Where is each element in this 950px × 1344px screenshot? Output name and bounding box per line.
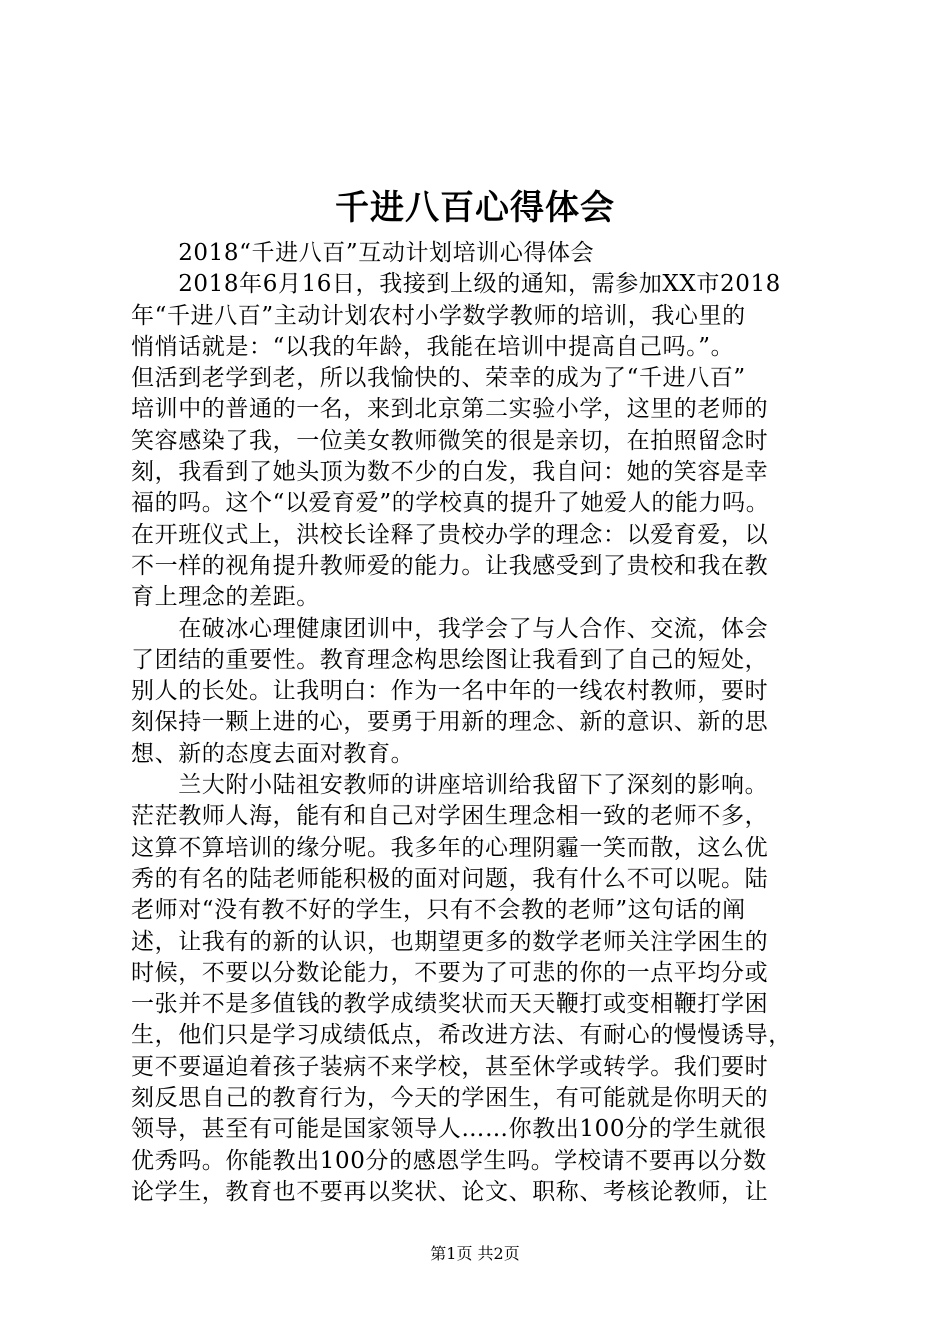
text-line: 在开班仪式上，洪校长诠释了贵校办学的理念：以爱育爱，以: [131, 521, 769, 548]
text-line: 时候，不要以分数论能力，不要为了可悲的你的一点平均分或: [131, 959, 769, 986]
text-line: 领导，甚至有可能是国家领导人……你教出100分的学生就很: [131, 1116, 767, 1143]
text-line: 福的吗。这个“以爱育爱”的学校真的提升了她爱人的能力吗。: [131, 490, 770, 517]
text-line: 这算不算培训的缘分呢。我多年的心理阴霾一笑而散，这么优: [131, 834, 769, 861]
text-line: 2018“千进八百”互动计划培训心得体会: [131, 240, 595, 266]
text-line: 年“千进八百”主动计划农村小学数学教师的培训，我心里的: [131, 302, 746, 329]
text-line: 培训中的普通的一名，来到北京第二实验小学，这里的老师的: [131, 396, 769, 423]
text-line: 茫茫教师人海，能有和自己对学困生理念相一致的老师不多，: [131, 803, 769, 830]
text-line: 兰大附小陆祖安教师的讲座培训给我留下了深刻的影响。: [131, 772, 769, 799]
text-line: 秀的有名的陆老师能积极的面对问题，我有什么不可以呢。陆: [131, 865, 769, 892]
text-line: 但活到老学到老，所以我愉快的、荣幸的成为了“千进八百”: [131, 365, 746, 392]
text-line: 2018年6月16日，我接到上级的通知，需参加XX市2018: [131, 271, 781, 298]
text-line: 一张并不是多值钱的教学成绩奖状而天天鞭打或变相鞭打学困: [131, 991, 769, 1018]
text-line: 优秀吗。你能教出100分的感恩学生吗。学校请不要再以分数: [131, 1147, 767, 1174]
text-line: 老师对“没有教不好的学生，只有不会教的老师”这句话的阐: [131, 897, 746, 924]
text-line: 述，让我有的新的认识，也期望更多的数学老师关注学困生的: [131, 928, 769, 955]
text-line: 论学生，教育也不要再以奖状、论文、职称、考核论教师，让: [131, 1178, 769, 1205]
text-line: 想、新的态度去面对教育。: [131, 740, 415, 767]
text-line: 刻保持一颗上进的心，要勇于用新的理念、新的意识、新的思: [131, 709, 769, 736]
text-line: 别人的长处。让我明白：作为一名中年的一线农村教师，要时: [131, 678, 769, 705]
text-line: 刻反思自己的教育行为，今天的学困生，有可能就是你明天的: [131, 1085, 769, 1112]
page-footer: 第1页 共2页: [430, 1244, 520, 1263]
text-line: 了团结的重要性。教育理念构思绘图让我看到了自己的短处，: [131, 646, 769, 673]
text-line: 更不要逼迫着孩子装病不来学校，甚至休学或转学。我们要时: [131, 1053, 769, 1080]
text-line: 不一样的视角提升教师爱的能力。让我感受到了贵校和我在教: [131, 552, 769, 579]
document-title: 千进八百心得体会: [335, 188, 615, 228]
text-line: 笑容感染了我，一位美女教师微笑的很是亲切，在拍照留念时: [131, 427, 769, 454]
document-body: [131, 238, 831, 1208]
text-line: 生，他们只是学习成绩低点，希改进方法、有耐心的慢慢诱导，: [131, 1022, 792, 1049]
text-line: 悄悄话就是：“以我的年龄，我能在培训中提高自己吗。”。: [131, 333, 735, 360]
text-line: 育上理念的差距。: [131, 584, 320, 611]
text-line: 在破冰心理健康团训中，我学会了与人合作、交流，体会: [131, 615, 769, 642]
text-line: 刻，我看到了她头顶为数不少的白发，我自问：她的笑容是幸: [131, 459, 769, 486]
